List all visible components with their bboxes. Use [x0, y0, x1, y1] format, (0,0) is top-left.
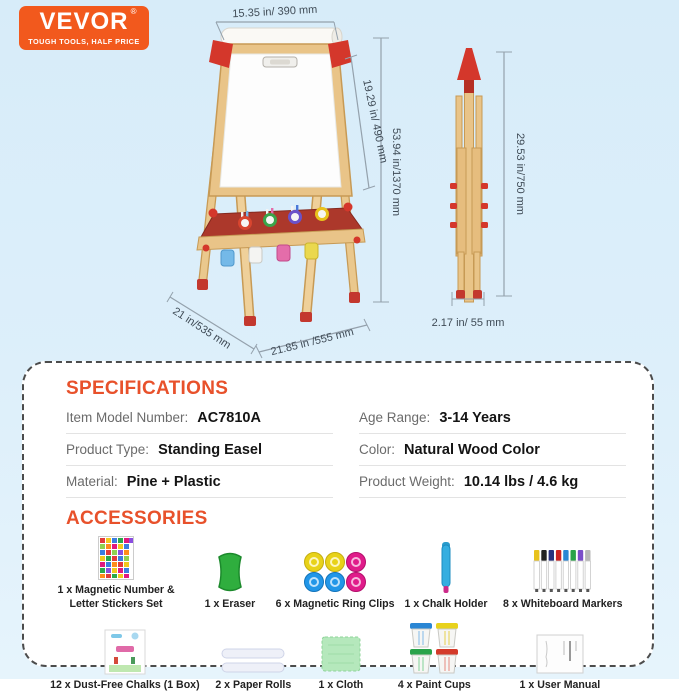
chalk-box-icon: [104, 629, 146, 675]
chalk-holder-icon: [438, 540, 454, 594]
brand-tagline: TOUGH TOOLS, HALF PRICE: [28, 37, 140, 46]
spec-label: Product Type:: [66, 442, 150, 457]
markers-icon: [532, 548, 594, 594]
spec-row-model: [66, 402, 333, 434]
dim-folded-width: 2.17 in/ 55 mm: [431, 317, 505, 329]
dim-base-width: 21.85 in /555 mm: [269, 325, 355, 359]
eraser-icon: [214, 550, 246, 594]
easel-folded-view: [450, 48, 488, 302]
accessory-label: 1 x Eraser: [204, 597, 256, 610]
spec-row-weight: [359, 466, 626, 498]
accessory-chalk-box: [46, 629, 204, 692]
accessories-row-2: [46, 621, 630, 692]
dim-depth: 21 in/535 mm: [170, 305, 233, 352]
spec-label: Item Model Number:: [66, 410, 189, 425]
paint-cups-icon: [406, 621, 462, 675]
sticker-sheet-icon: [98, 536, 134, 580]
spec-row-age-range: [359, 402, 626, 434]
accessory-paper-rolls: [204, 647, 303, 692]
accessory-label: 1 x User Manual: [519, 678, 601, 691]
accessory-label: 4 x Paint Cups: [397, 678, 471, 691]
brand-name: VEVOR ®: [39, 7, 138, 35]
accessory-ring-clips: [274, 550, 397, 612]
spec-value: Natural Wood Color: [404, 442, 540, 458]
accessory-label: 2 x Paper Rolls: [215, 678, 292, 691]
ring-clips-icon: [302, 550, 368, 594]
registered-mark: ®: [130, 7, 138, 16]
accessory-label: 12 x Dust-Free Chalks (1 Box): [50, 678, 200, 691]
paper-rolls-icon: [220, 647, 286, 675]
specifications-table: [66, 402, 630, 498]
accessory-label: 8 x Whiteboard Markers: [503, 597, 623, 610]
dim-total-height: 53.94 in/1370 mm: [390, 127, 402, 217]
spec-value: Pine + Plastic: [126, 474, 221, 490]
spec-label: Color:: [359, 442, 396, 457]
dim-folded-height: 29.53 in/750 mm: [514, 133, 526, 215]
accessory-user-manual: [490, 633, 630, 692]
dim-board-height: 19.29 in/ 490 mm: [360, 78, 390, 165]
accessory-label: 1 x Cloth: [318, 678, 364, 691]
accessories-row-1: [46, 536, 630, 612]
spec-row-material: [66, 466, 333, 498]
accessory-cloth: [303, 635, 379, 692]
spec-value: Standing Easel: [158, 442, 263, 458]
accessory-sticker-set: [46, 536, 186, 612]
cloth-icon: [320, 635, 362, 675]
accessory-paint-cups: [379, 621, 490, 692]
easel-front-view: [197, 28, 365, 326]
spec-label: Age Range:: [359, 410, 431, 425]
user-manual-icon: [534, 633, 586, 675]
spec-value: AC7810A: [197, 410, 261, 426]
spec-row-product-type: [66, 434, 333, 466]
spec-row-color: [359, 434, 626, 466]
accessory-eraser: [186, 550, 274, 612]
accessory-label: 6 x Magnetic Ring Clips: [275, 597, 395, 610]
accessory-label: 1 x Chalk Holder: [404, 597, 488, 610]
accessory-chalk-holder: [396, 540, 495, 612]
spec-value: 10.14 lbs / 4.6 kg: [463, 474, 579, 490]
dim-width-top: 15.35 in/ 390 mm: [232, 3, 318, 21]
accessory-label: 1 x Magnetic Number & Letter Stickers Set: [57, 584, 175, 610]
info-panel: [22, 361, 654, 691]
spec-value: 3-14 Years: [439, 410, 511, 426]
specifications-title: SPECIFICATIONS: [66, 378, 229, 399]
spec-label: Material:: [66, 474, 118, 489]
spec-label: Product Weight:: [359, 474, 455, 489]
accessories-title: ACCESSORIES: [66, 508, 208, 529]
accessory-markers: [496, 548, 630, 612]
